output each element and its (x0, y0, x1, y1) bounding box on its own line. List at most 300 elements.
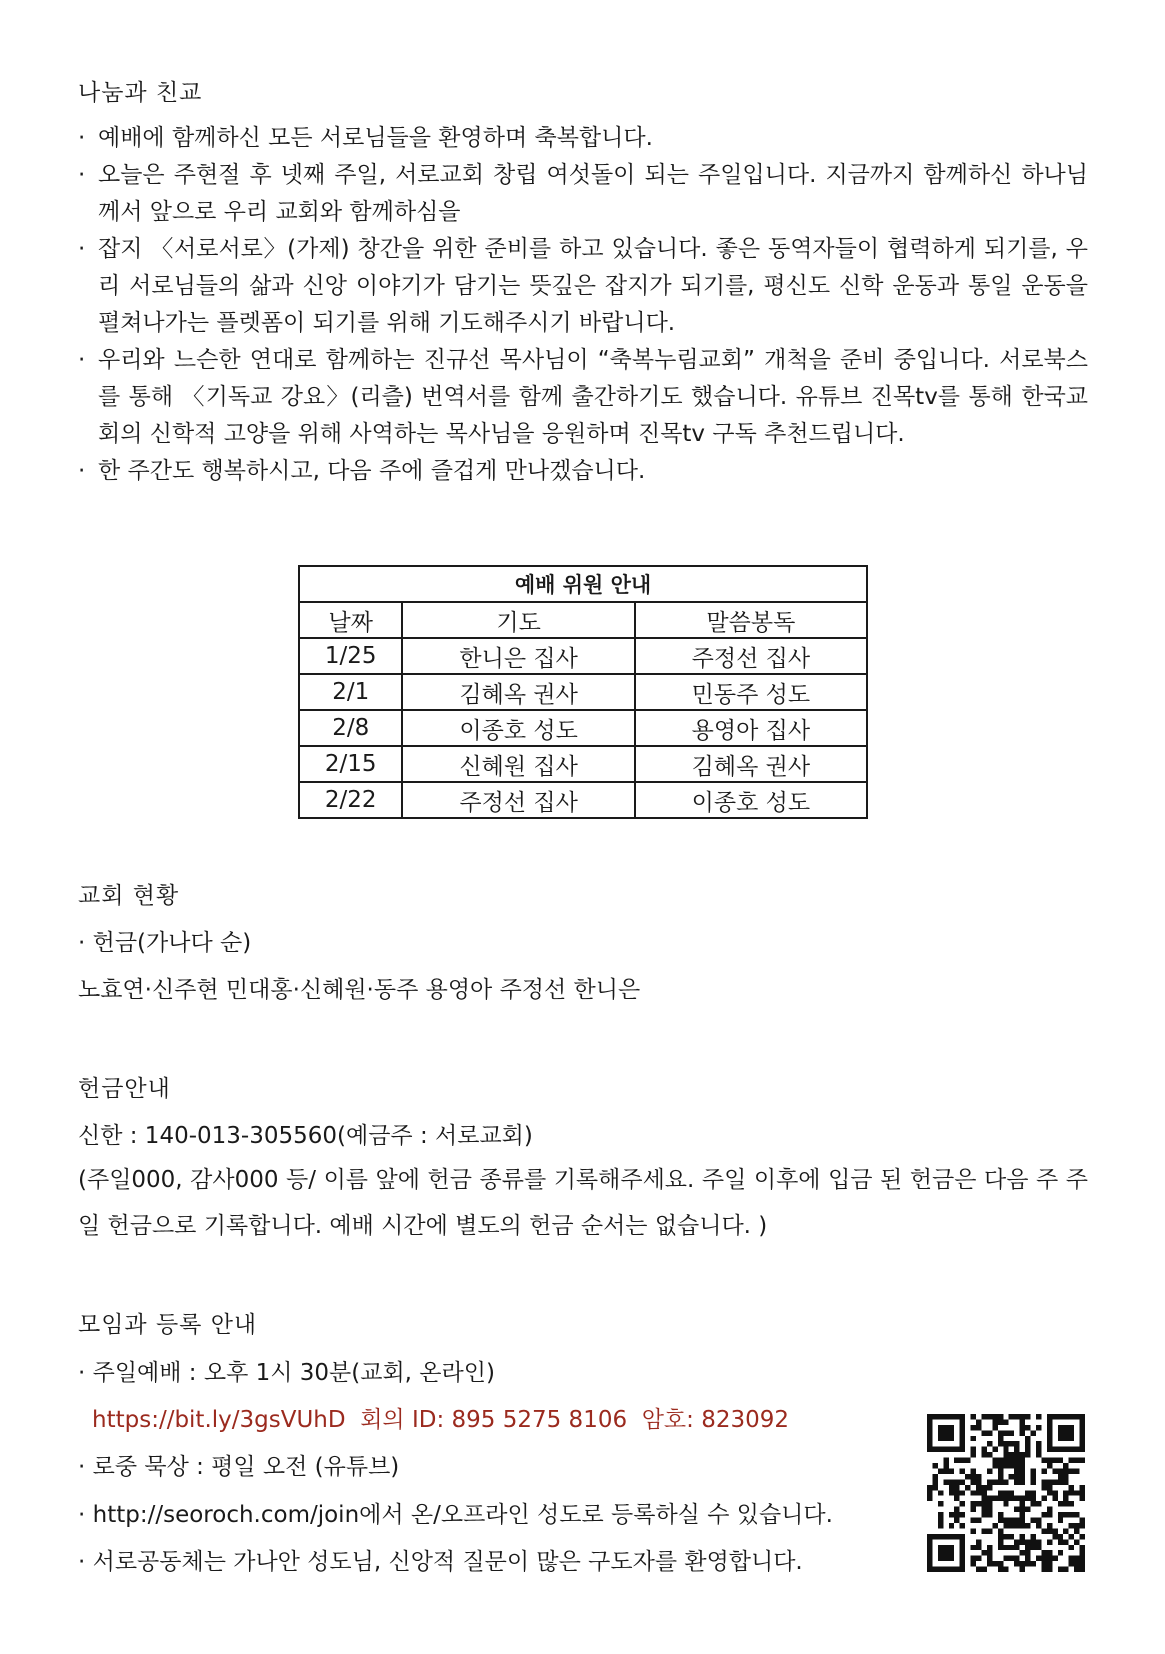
qr-module (1047, 1539, 1052, 1544)
offering-order-line (78, 924, 251, 957)
qr-module (954, 1458, 959, 1463)
qr-module (927, 1534, 932, 1539)
qr-module (1020, 1501, 1025, 1506)
table-row (299, 638, 867, 674)
qr-module (1020, 1468, 1025, 1473)
qr-module (1020, 1518, 1025, 1523)
qr-module (932, 1479, 937, 1484)
qr-module (1003, 1496, 1008, 1501)
qr-module (987, 1556, 992, 1561)
qr-module (1080, 1419, 1085, 1424)
qr-module (1020, 1458, 1025, 1463)
qr-module (998, 1468, 1003, 1473)
qr-module (1031, 1430, 1036, 1435)
qr-module (1020, 1550, 1025, 1555)
qr-module (960, 1419, 965, 1424)
qr-module (1069, 1458, 1074, 1463)
qr-module (960, 1436, 965, 1441)
qr-module (927, 1430, 932, 1435)
qr-module (927, 1496, 932, 1501)
qr-module (1080, 1485, 1085, 1490)
qr-module (987, 1545, 992, 1550)
qr-module (1020, 1463, 1025, 1468)
qr-module (954, 1490, 959, 1495)
qr-module (981, 1512, 986, 1517)
qr-module (1058, 1567, 1063, 1572)
qr-module (1003, 1458, 1008, 1463)
qr-module (1020, 1425, 1025, 1430)
qr-module (1020, 1567, 1025, 1572)
duty-date-cell: 2/1 (299, 674, 402, 710)
qr-module (927, 1425, 932, 1430)
qr-module (1009, 1474, 1014, 1479)
qr-module (1074, 1414, 1079, 1419)
gathering-heading: 모임과 등록 안내 (78, 1312, 258, 1338)
qr-module (1025, 1545, 1030, 1550)
qr-module (1047, 1463, 1052, 1468)
qr-module (1052, 1458, 1057, 1463)
qr-module (1080, 1518, 1085, 1523)
qr-module (1047, 1447, 1052, 1452)
qr-module (1025, 1523, 1030, 1528)
duty-date-cell: 1/25 (299, 638, 402, 674)
qr-module (1052, 1479, 1057, 1484)
qr-module (1063, 1430, 1068, 1435)
qr-module (1058, 1468, 1063, 1473)
qr-module (1014, 1452, 1019, 1457)
qr-module (1025, 1447, 1030, 1452)
qr-module (954, 1512, 959, 1517)
qr-module (998, 1496, 1003, 1501)
qr-module (1031, 1468, 1036, 1473)
qr-module (1031, 1501, 1036, 1506)
qr-module (1047, 1430, 1052, 1435)
qr-module (1014, 1447, 1019, 1452)
qr-module (987, 1528, 992, 1533)
qr-module (938, 1468, 943, 1473)
qr-module (1014, 1479, 1019, 1484)
qr-module (1058, 1501, 1063, 1506)
qr-module (998, 1441, 1003, 1446)
qr-module (992, 1425, 997, 1430)
qr-module (960, 1425, 965, 1430)
qr-module (960, 1414, 965, 1419)
qr-module (981, 1447, 986, 1452)
qr-module (992, 1463, 997, 1468)
qr-module (1025, 1490, 1030, 1495)
qr-module (949, 1468, 954, 1473)
duty-date-cell: 2/15 (299, 746, 402, 782)
bullet-dot: · (78, 347, 86, 373)
qr-module (1025, 1561, 1030, 1566)
qr-module (1063, 1512, 1068, 1517)
qr-code-icon (927, 1414, 1085, 1572)
qr-module (1063, 1468, 1068, 1473)
qr-module (1003, 1556, 1008, 1561)
qr-module (949, 1567, 954, 1572)
qr-module (1063, 1436, 1068, 1441)
qr-module (981, 1414, 986, 1419)
bullet-dot: · (78, 1502, 86, 1528)
qr-module (1041, 1468, 1046, 1473)
qr-module (960, 1458, 965, 1463)
qr-module (1009, 1430, 1014, 1435)
qr-module (1047, 1550, 1052, 1555)
qr-module (987, 1479, 992, 1484)
qr-module (1041, 1479, 1046, 1484)
qr-module (1009, 1545, 1014, 1550)
qr-module (1041, 1567, 1046, 1572)
qr-module (932, 1447, 937, 1452)
qr-module (1036, 1447, 1041, 1452)
qr-module (976, 1518, 981, 1523)
qr-module (971, 1436, 976, 1441)
qr-module (1052, 1496, 1057, 1501)
qr-module (1020, 1474, 1025, 1479)
qr-module (998, 1419, 1003, 1424)
qr-module (960, 1539, 965, 1544)
duty-header-reading: 말씀봉독 (635, 602, 867, 638)
qr-module (927, 1556, 932, 1561)
qr-module (1020, 1534, 1025, 1539)
qr-module (981, 1485, 986, 1490)
qr-module (1014, 1556, 1019, 1561)
qr-module (1031, 1518, 1036, 1523)
qr-module (998, 1512, 1003, 1517)
offering-order-label: 헌금(가나다 순) (92, 930, 252, 956)
qr-module (981, 1501, 986, 1506)
qr-module (954, 1507, 959, 1512)
qr-module (1003, 1441, 1008, 1446)
qr-module (1063, 1567, 1068, 1572)
qr-module (1069, 1556, 1074, 1561)
qr-module (1080, 1496, 1085, 1501)
bullet-dot: · (78, 162, 86, 188)
qr-module (998, 1430, 1003, 1435)
qr-module (949, 1490, 954, 1495)
qr-module (998, 1474, 1003, 1479)
qr-module (1069, 1545, 1074, 1550)
qr-module (1052, 1534, 1057, 1539)
qr-module (987, 1501, 992, 1506)
sharing-bullet-text: 잡지 〈서로서로〉(가제) 창간을 위한 준비를 하고 있습니다. 좋은 동역자들이 협력하게 되기를, 우리 서로님들의 삶과 신앙 이야기가 담기는 뜻깊은 잡지가 되기를, 평신도 신학 운동과 통일 운동을 펼쳐나가는 플렛폼이 되기를 위해 기도해주시기 바랍니다. (98, 236, 1088, 336)
qr-module (1074, 1528, 1079, 1533)
church-status-heading: 교회 현황 (78, 883, 180, 909)
qr-module (1020, 1539, 1025, 1544)
bullet-dot: · (78, 1454, 86, 1480)
qr-module (1047, 1528, 1052, 1533)
qr-module (1003, 1479, 1008, 1484)
qr-module (976, 1501, 981, 1506)
qr-module (1003, 1518, 1008, 1523)
qr-module (1080, 1447, 1085, 1452)
qr-module (1031, 1534, 1036, 1539)
qr-module (1036, 1545, 1041, 1550)
sharing-bullet-text: 우리와 느슨한 연대로 함께하는 진규선 목사님이 “축복누림교회” 개척을 준비 중입니다. 서로북스를 통해 〈기독교 강요〉(리츨) 번역서를 함께 출간하기도 했습니다. 유튜브 진목tv를 통해 한국교회의 신학적 고양을 위해 사역하는 목사님을 응원하며 진목tv 구독 추천드립니다. (98, 347, 1088, 447)
qr-module (1014, 1414, 1019, 1419)
qr-module (1009, 1441, 1014, 1446)
bullet-dot: · (78, 1360, 86, 1386)
qr-module (932, 1485, 937, 1490)
qr-module (1025, 1539, 1030, 1544)
qr-module (987, 1512, 992, 1517)
qr-module (1069, 1414, 1074, 1419)
qr-module (981, 1490, 986, 1495)
qr-module (932, 1567, 937, 1572)
qr-module (1036, 1539, 1041, 1544)
qr-module (981, 1452, 986, 1457)
qr-module (992, 1561, 997, 1566)
qr-module (949, 1556, 954, 1561)
qr-module (949, 1485, 954, 1490)
qr-module (954, 1567, 959, 1572)
qr-module (971, 1556, 976, 1561)
qr-module (1041, 1485, 1046, 1490)
qr-module (1031, 1561, 1036, 1566)
qr-module (927, 1567, 932, 1572)
qr-module (1047, 1490, 1052, 1495)
worship-duty-table (298, 565, 868, 819)
qr-module (1074, 1556, 1079, 1561)
qr-module (976, 1545, 981, 1550)
qr-module (1047, 1479, 1052, 1484)
qr-module (960, 1447, 965, 1452)
qr-module (938, 1534, 943, 1539)
qr-module (1047, 1436, 1052, 1441)
qr-module (938, 1414, 943, 1419)
qr-module (1058, 1430, 1063, 1435)
qr-module (938, 1512, 943, 1517)
qr-module (943, 1545, 948, 1550)
qr-module (938, 1425, 943, 1430)
duty-header-date: 날짜 (299, 602, 402, 638)
qr-module (1069, 1447, 1074, 1452)
qr-module (949, 1512, 954, 1517)
qr-module (943, 1430, 948, 1435)
qr-module (971, 1490, 976, 1495)
qr-module (943, 1468, 948, 1473)
qr-module (1003, 1447, 1008, 1452)
qr-module (987, 1468, 992, 1473)
table-row (299, 746, 867, 782)
qr-module (1009, 1556, 1014, 1561)
qr-module (949, 1447, 954, 1452)
qr-module (1069, 1512, 1074, 1517)
register-text[interactable]: http://seoroch.com/join에서 온/오프라인 성도로 등록하실 수 있습니다. (92, 1502, 833, 1528)
qr-module (1036, 1556, 1041, 1561)
qr-module (987, 1414, 992, 1419)
qr-module (1058, 1550, 1063, 1555)
sharing-bullet-item (78, 231, 1088, 342)
qr-module (1025, 1425, 1030, 1430)
qr-module (927, 1419, 932, 1424)
qr-module (960, 1550, 965, 1555)
qr-module (938, 1501, 943, 1506)
qr-module (992, 1479, 997, 1484)
qr-module (976, 1479, 981, 1484)
offering-names: 노효연·신주현 민대홍·신혜원·동주 용영아 주정선 한니은 (78, 977, 641, 1003)
qr-module (987, 1561, 992, 1566)
sharing-bullet-list (78, 120, 1088, 490)
qr-module (981, 1550, 986, 1555)
qr-module (971, 1468, 976, 1473)
qr-module (1025, 1496, 1030, 1501)
qr-module (1058, 1479, 1063, 1484)
qr-module (1009, 1414, 1014, 1419)
qr-module (938, 1545, 943, 1550)
qr-module (1014, 1539, 1019, 1544)
qr-module (1063, 1501, 1068, 1506)
qr-module (1020, 1414, 1025, 1419)
qr-module (1014, 1474, 1019, 1479)
qr-module (943, 1534, 948, 1539)
qr-module (1009, 1534, 1014, 1539)
qr-module (938, 1430, 943, 1435)
qr-module (932, 1474, 937, 1479)
duty-prayer-cell: 김혜옥 권사 (402, 674, 634, 710)
qr-module (965, 1458, 970, 1463)
qr-module (954, 1534, 959, 1539)
qr-module (1052, 1468, 1057, 1473)
qr-module (965, 1485, 970, 1490)
qr-module (1052, 1556, 1057, 1561)
qr-module (1014, 1545, 1019, 1550)
qr-module (998, 1539, 1003, 1544)
qr-module (987, 1441, 992, 1446)
qr-module (1025, 1441, 1030, 1446)
qr-module (960, 1441, 965, 1446)
qr-module (1014, 1561, 1019, 1566)
offering-note: (주일000, 감사000 등/ 이름 앞에 헌금 종류를 기록해주세요. 주일 이후에 입금 된 헌금은 다음 주 주일 헌금으로 기록합니다. 예배 시간에 별도의 헌금 순서는 없습니다. ) (78, 1167, 1088, 1239)
qr-module (1047, 1485, 1052, 1490)
qr-module (954, 1485, 959, 1490)
duty-prayer-cell: 주정선 집사 (402, 782, 634, 818)
sharing-bullet-text: 오늘은 주현절 후 넷째 주일, 서로교회 창립 여섯돌이 되는 주일입니다. 지금까지 함께하신 하나님께서 앞으로 우리 교회와 함께하심을 (98, 162, 1088, 225)
qr-module (960, 1545, 965, 1550)
qr-module (1069, 1534, 1074, 1539)
qr-module (998, 1458, 1003, 1463)
qr-module (1058, 1458, 1063, 1463)
qr-module (1014, 1507, 1019, 1512)
duty-date-cell: 2/8 (299, 710, 402, 746)
qr-module (943, 1550, 948, 1555)
qr-module (1041, 1556, 1046, 1561)
qr-module (1031, 1490, 1036, 1495)
qr-module (949, 1430, 954, 1435)
qr-module (976, 1485, 981, 1490)
duty-header-prayer: 기도 (402, 602, 634, 638)
qr-module (1080, 1425, 1085, 1430)
qr-module (1069, 1561, 1074, 1566)
qr-module (1003, 1419, 1008, 1424)
qr-module (943, 1463, 948, 1468)
qr-module (938, 1523, 943, 1528)
qr-module (1003, 1490, 1008, 1495)
qr-module (987, 1485, 992, 1490)
qr-module (1020, 1419, 1025, 1424)
qr-module (1047, 1556, 1052, 1561)
qr-module (949, 1545, 954, 1550)
qr-module (1009, 1518, 1014, 1523)
zoom-link[interactable]: https://bit.ly/3gsVUhD 회의 ID: 895 5275 8106 암호: 823092 (92, 1407, 790, 1433)
qr-module (1058, 1436, 1063, 1441)
qr-module (1014, 1463, 1019, 1468)
qr-module (954, 1496, 959, 1501)
register-line (78, 1496, 833, 1529)
qr-module (1036, 1414, 1041, 1419)
qr-module (927, 1485, 932, 1490)
qr-module (1003, 1534, 1008, 1539)
qr-module (1080, 1414, 1085, 1419)
qr-module (1080, 1534, 1085, 1539)
qr-module (1058, 1512, 1063, 1517)
qr-module (1036, 1425, 1041, 1430)
qr-module (1058, 1534, 1063, 1539)
qr-module (943, 1425, 948, 1430)
qr-module (1069, 1436, 1074, 1441)
qr-module (1036, 1523, 1041, 1528)
qr-module (1058, 1539, 1063, 1544)
duty-reading-cell: 용영아 집사 (635, 710, 867, 746)
qr-module (1036, 1441, 1041, 1446)
qr-module (960, 1567, 965, 1572)
qr-module (1020, 1452, 1025, 1457)
qr-module (992, 1419, 997, 1424)
qr-module (949, 1479, 954, 1484)
qr-module (971, 1425, 976, 1430)
qr-module (960, 1490, 965, 1495)
qr-module (1014, 1523, 1019, 1528)
qr-module (1058, 1425, 1063, 1430)
qr-module (954, 1447, 959, 1452)
qr-module (1074, 1561, 1079, 1566)
qr-module (1063, 1539, 1068, 1544)
qr-module (1058, 1447, 1063, 1452)
qr-module (987, 1507, 992, 1512)
qr-module (927, 1490, 932, 1495)
qr-module (1014, 1468, 1019, 1473)
qr-module (1052, 1414, 1057, 1419)
qr-module (1003, 1463, 1008, 1468)
qr-module (1003, 1545, 1008, 1550)
qr-module (1063, 1463, 1068, 1468)
offering-info-heading: 헌금안내 (78, 1076, 171, 1102)
qr-module (1041, 1496, 1046, 1501)
qr-module (1003, 1523, 1008, 1528)
qr-module (960, 1430, 965, 1435)
qr-module (1069, 1430, 1074, 1435)
qr-module (960, 1512, 965, 1517)
qr-module (927, 1436, 932, 1441)
qr-module (1036, 1518, 1041, 1523)
qr-module (1031, 1474, 1036, 1479)
qr-module (1003, 1567, 1008, 1572)
qr-module (1014, 1458, 1019, 1463)
qr-module (1069, 1523, 1074, 1528)
qr-module (1074, 1539, 1079, 1544)
qr-module (932, 1534, 937, 1539)
qr-module (1014, 1441, 1019, 1446)
qr-module (1031, 1539, 1036, 1544)
sunday-worship-line (78, 1354, 495, 1387)
qr-module (1025, 1556, 1030, 1561)
qr-module (949, 1523, 954, 1528)
qr-module (1009, 1463, 1014, 1468)
qr-module (987, 1430, 992, 1435)
qr-module (938, 1518, 943, 1523)
qr-module (992, 1496, 997, 1501)
qr-module (938, 1447, 943, 1452)
